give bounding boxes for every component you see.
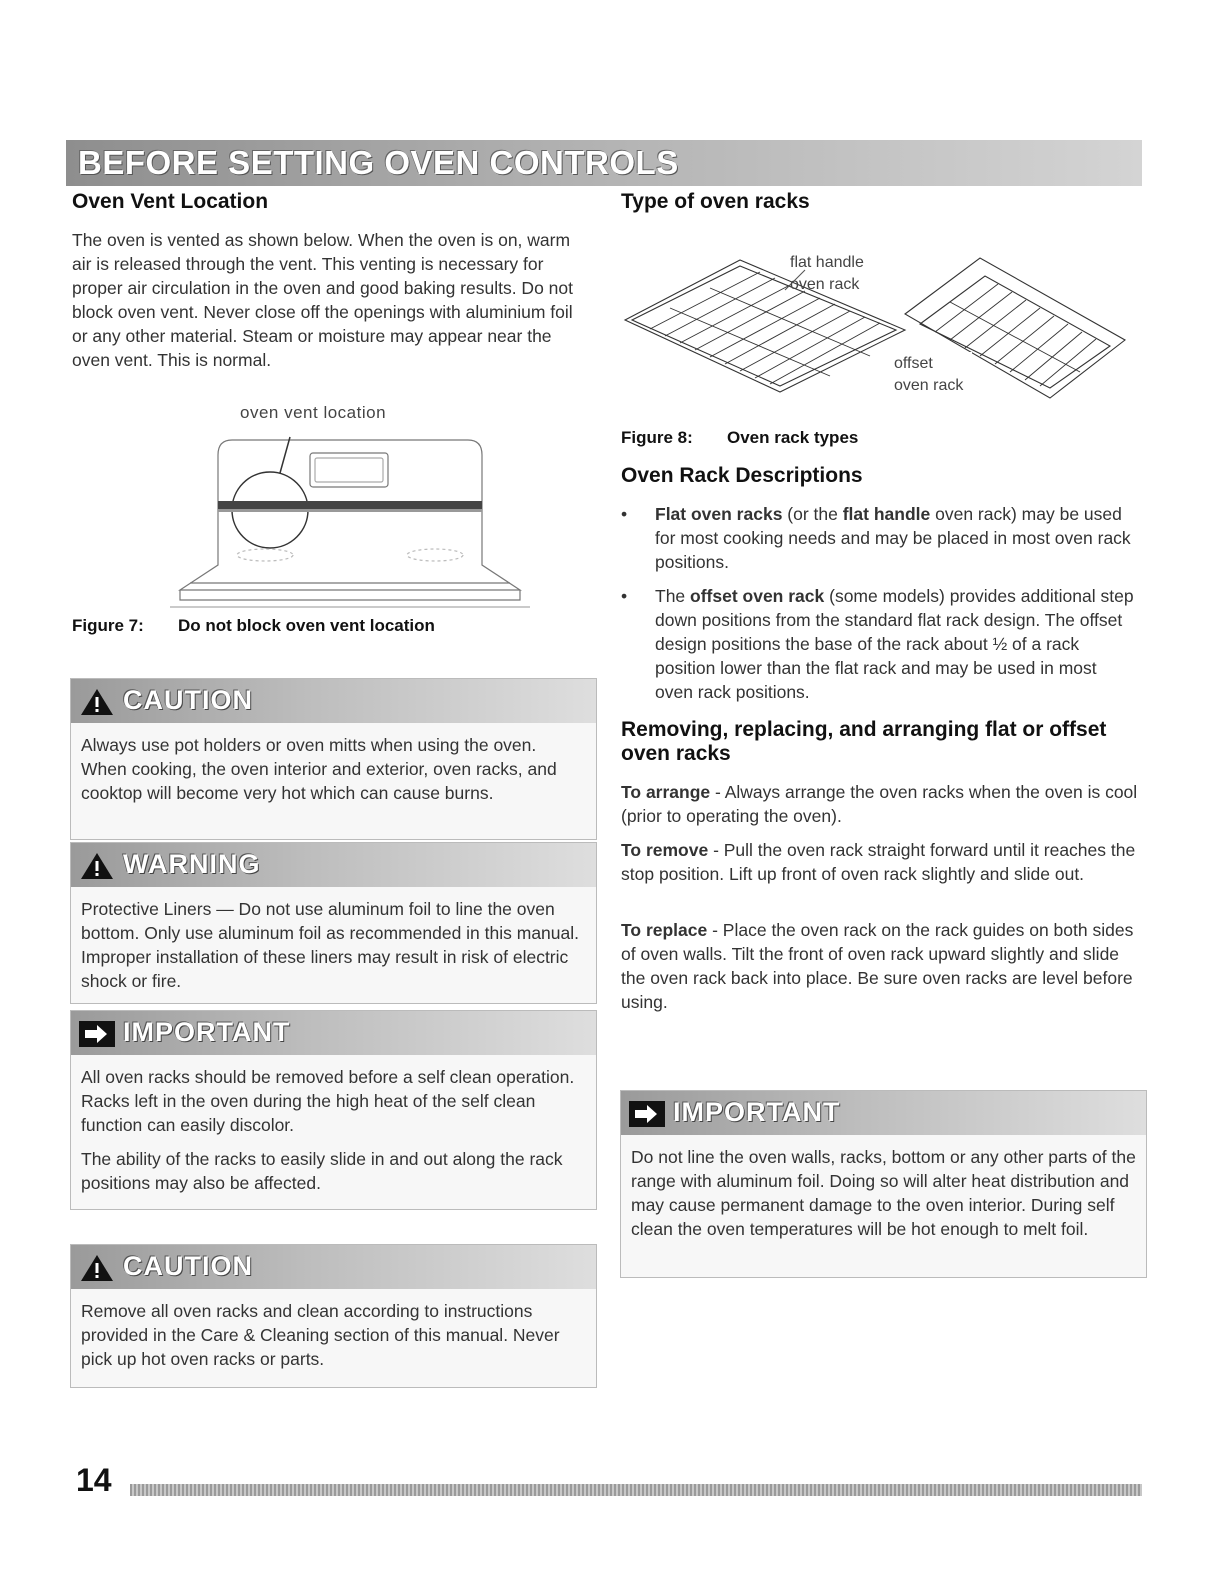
remove-heading: Removing, replacing, and arranging flat or offset oven racks xyxy=(621,718,1107,765)
oven-racks-illustration xyxy=(620,242,1130,412)
oven-vent-illustration xyxy=(170,425,530,610)
vent-heading: Oven Vent Location xyxy=(72,190,269,213)
important-box-1 xyxy=(70,1010,597,1210)
bold-term: offset oven rack xyxy=(690,586,825,606)
warning-triangle-icon xyxy=(79,1253,115,1283)
rack-description-list xyxy=(621,502,1137,714)
list-item: • The offset oven rack (some models) provides additional step down positions from the standard flat rack design. The offset design positions the base of the rack about ½ of a rack position lower than the flat rack and may be used in most oven rack positions. xyxy=(621,586,1134,702)
caution-box-1 xyxy=(70,678,597,840)
vent-paragraph: The oven is vented as shown below. When the oven is on, warm air is released through the vent. This venting is necessary for proper air circulation in the oven and good baking results. Do not block oven vent. Never close off the openings with aluminium foil or any other material. Steam or moisture may appear near the oven vent. This is normal. xyxy=(72,230,573,370)
offset-rack-label-1: offset xyxy=(894,355,933,372)
important-box-2 xyxy=(620,1090,1147,1278)
caution-header xyxy=(71,679,596,723)
section-title: BEFORE SETTING OVEN CONTROLS xyxy=(78,144,679,181)
figure-8-text: Oven rack types xyxy=(727,428,859,447)
figure-7-number: Figure 7: xyxy=(72,616,144,635)
caution-title: CAUTION xyxy=(123,685,253,715)
important-text-1: All oven racks should be removed before a self clean operation. Racks left in the oven during the high heat of the self clean function can easily discolor. xyxy=(81,1067,575,1135)
descriptions-heading: Oven Rack Descriptions xyxy=(621,464,863,487)
vent-label: oven vent location xyxy=(240,403,387,422)
flat-rack-label-2: oven rack xyxy=(790,276,860,293)
warning-box xyxy=(70,842,597,1004)
section-banner xyxy=(66,140,1142,186)
page-number: 14 xyxy=(76,1462,112,1498)
replace-label: To replace xyxy=(621,920,708,940)
warning-triangle-icon xyxy=(79,687,115,717)
caution-text: Always use pot holders or oven mitts when using the oven. When cooking, the oven interior and exterior, oven racks, and cooktop will become very hot which can cause burns. xyxy=(81,735,557,803)
replace-paragraph: To replace - Place the oven rack on the rack guides on both sides of oven walls. Tilt the front of oven rack upward slightly and slide the oven rack back into place. Be sure oven racks are level before using. xyxy=(621,920,1134,1012)
important-text-2: The ability of the racks to easily slide in and out along the rack positions may also be affected. xyxy=(81,1149,563,1193)
warning-header xyxy=(71,843,596,887)
flat-rack-label-1: flat handle xyxy=(790,254,864,271)
bold-term: flat handle xyxy=(842,504,931,524)
arrange-paragraph: To arrange - Always arrange the oven racks when the oven is cool (prior to operating the oven). xyxy=(621,782,1138,826)
important-title: IMPORTANT xyxy=(673,1097,841,1127)
bold-term: Flat oven racks xyxy=(655,504,783,524)
figure-8-caption xyxy=(621,428,858,448)
important-text: Do not line the oven walls, racks, bottom or any other parts of the range with aluminum foil. Doing so will alter heat distribution and may cause permanent damage to the oven interior. During self clean the oven temperatures will be hot enough to melt foil. xyxy=(631,1147,1136,1239)
footer-rule xyxy=(130,1484,1142,1496)
arrow-right-icon xyxy=(629,1099,665,1129)
caution-title: CAUTION xyxy=(123,1251,253,1281)
important-header xyxy=(621,1091,1146,1135)
warning-text: Protective Liners — Do not use aluminum foil to line the oven bottom. Only use aluminum foil as recommended in this manual. Improper installation of these liners may result in risk of electric shock or fire. xyxy=(81,899,580,991)
figure-7-text: Do not block oven vent location xyxy=(178,616,435,635)
warning-triangle-icon xyxy=(79,851,115,881)
arrow-right-icon xyxy=(79,1019,115,1049)
list-item: • Flat oven racks (or the flat handle oven rack) may be used for most cooking needs and may be placed in most oven rack positions. xyxy=(621,504,1131,572)
important-header xyxy=(71,1011,596,1055)
important-title: IMPORTANT xyxy=(123,1017,291,1047)
caution-text: Remove all oven racks and clean according to instructions provided in the Care & Cleaning section of this manual. Never pick up hot oven racks or parts. xyxy=(81,1301,560,1369)
figure-8-number: Figure 8: xyxy=(621,428,693,447)
caution-box-2 xyxy=(70,1244,597,1388)
figure-7-caption xyxy=(72,616,435,636)
warning-title: WARNING xyxy=(123,849,261,879)
remove-paragraph: To remove - Pull the oven rack straight forward until it reaches the stop position. Lift up front of oven rack slightly and slide out. xyxy=(621,840,1136,884)
racks-heading: Type of oven racks xyxy=(621,190,810,213)
caution-header xyxy=(71,1245,596,1289)
offset-rack-label-2: oven rack xyxy=(894,377,964,394)
arrange-label: To arrange xyxy=(621,782,711,802)
remove-label: To remove xyxy=(621,840,709,860)
